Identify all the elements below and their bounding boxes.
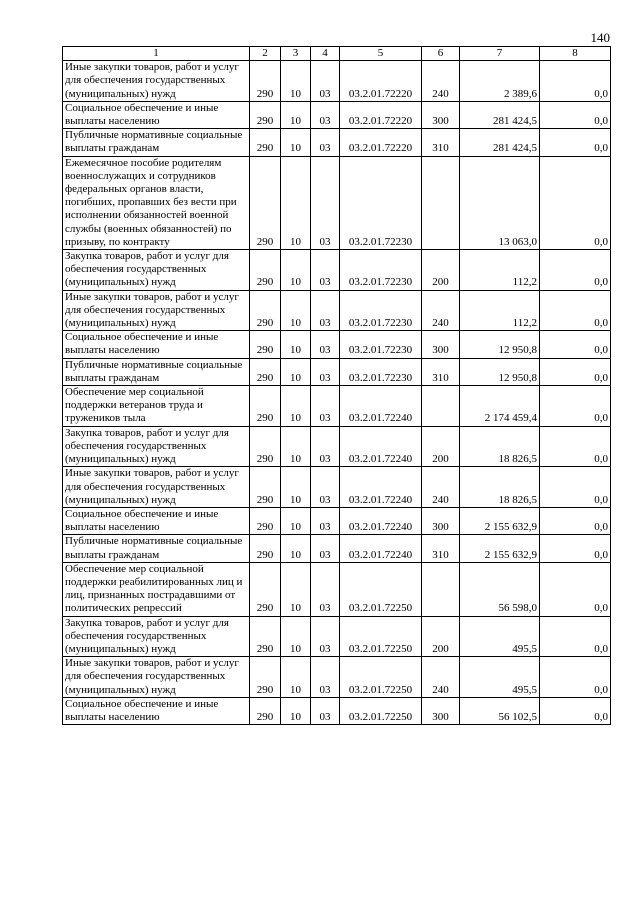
- code-pr-cell: 03: [311, 331, 340, 358]
- row-name-cell: Иные закупки товаров, работ и услуг для обеспечения государственных (муниципальных) нужд: [63, 61, 250, 102]
- code-csr-cell: 03.2.01.72240: [340, 507, 422, 534]
- code-csr-cell: 03.2.01.72220: [340, 101, 422, 128]
- amount-cell: 112,2: [460, 250, 540, 291]
- code-pr-cell: 03: [311, 358, 340, 385]
- amount-second-cell: 0,0: [540, 331, 611, 358]
- code-gr-cell: 290: [250, 562, 281, 616]
- amount-cell: 2 389,6: [460, 61, 540, 102]
- code-pr-cell: 03: [311, 697, 340, 724]
- column-header: 8: [540, 47, 611, 61]
- amount-cell: 495,5: [460, 657, 540, 698]
- code-csr-cell: 03.2.01.72240: [340, 386, 422, 427]
- amount-cell: 281 424,5: [460, 129, 540, 156]
- table-row: [63, 697, 611, 724]
- code-rz-cell: 10: [281, 250, 311, 291]
- amount-second-cell: 0,0: [540, 657, 611, 698]
- code-csr-cell: 03.2.01.72250: [340, 562, 422, 616]
- code-csr-cell: 03.2.01.72250: [340, 657, 422, 698]
- column-header: 1: [63, 47, 250, 61]
- code-gr-cell: 290: [250, 616, 281, 657]
- amount-second-cell: 0,0: [540, 426, 611, 467]
- table-row: [63, 507, 611, 534]
- table-row: [63, 129, 611, 156]
- row-name-cell: Ежемесячное пособие родителям военнослужащих и сотрудников федеральных органов власти, погибших, пропавших без вести при исполнении обязанностей военной службы (военных обязанностей) по призыву, по контракту: [63, 156, 250, 249]
- code-pr-cell: 03: [311, 290, 340, 331]
- code-pr-cell: 03: [311, 386, 340, 427]
- amount-cell: 112,2: [460, 290, 540, 331]
- amount-cell: 56 102,5: [460, 697, 540, 724]
- row-name-cell: Обеспечение мер социальной поддержки ветеранов труда и тружеников тыла: [63, 386, 250, 427]
- table-row: [63, 358, 611, 385]
- code-pr-cell: 03: [311, 61, 340, 102]
- code-pr-cell: 03: [311, 467, 340, 508]
- code-rz-cell: 10: [281, 426, 311, 467]
- code-vr-cell: 300: [422, 507, 460, 534]
- code-rz-cell: 10: [281, 507, 311, 534]
- page-number: 140: [590, 30, 610, 45]
- row-name-cell: Публичные нормативные социальные выплаты гражданам: [63, 129, 250, 156]
- row-name-cell: Обеспечение мер социальной поддержки реабилитированных лиц и лиц, признанных пострадавшими от политических репрессий: [63, 562, 250, 616]
- column-header: 2: [250, 47, 281, 61]
- row-name-cell: Иные закупки товаров, работ и услуг для обеспечения государственных (муниципальных) нужд: [63, 657, 250, 698]
- code-gr-cell: 290: [250, 290, 281, 331]
- code-pr-cell: 03: [311, 250, 340, 291]
- column-header: 6: [422, 47, 460, 61]
- code-vr-cell: 310: [422, 535, 460, 562]
- code-pr-cell: 03: [311, 562, 340, 616]
- code-vr-cell: 310: [422, 129, 460, 156]
- amount-cell: 12 950,8: [460, 358, 540, 385]
- amount-second-cell: 0,0: [540, 250, 611, 291]
- code-gr-cell: 290: [250, 535, 281, 562]
- code-csr-cell: 03.2.01.72230: [340, 358, 422, 385]
- row-name-cell: Социальное обеспечение и иные выплаты населению: [63, 507, 250, 534]
- table-row: [63, 562, 611, 616]
- table-row: [63, 156, 611, 249]
- code-vr-cell: 300: [422, 331, 460, 358]
- code-csr-cell: 03.2.01.72250: [340, 616, 422, 657]
- code-csr-cell: 03.2.01.72230: [340, 290, 422, 331]
- row-name-cell: Иные закупки товаров, работ и услуг для обеспечения государственных (муниципальных) нужд: [63, 290, 250, 331]
- code-pr-cell: 03: [311, 616, 340, 657]
- table-row: [63, 290, 611, 331]
- header-row: [63, 47, 611, 61]
- column-header: 3: [281, 47, 311, 61]
- row-name-cell: Социальное обеспечение и иные выплаты населению: [63, 101, 250, 128]
- row-name-cell: Закупка товаров, работ и услуг для обеспечения государственных (муниципальных) нужд: [63, 616, 250, 657]
- code-rz-cell: 10: [281, 358, 311, 385]
- code-pr-cell: 03: [311, 101, 340, 128]
- amount-second-cell: 0,0: [540, 562, 611, 616]
- row-name-cell: Публичные нормативные социальные выплаты гражданам: [63, 535, 250, 562]
- code-rz-cell: 10: [281, 61, 311, 102]
- code-csr-cell: 03.2.01.72230: [340, 250, 422, 291]
- row-name-cell: Публичные нормативные социальные выплаты гражданам: [63, 358, 250, 385]
- code-gr-cell: 290: [250, 129, 281, 156]
- code-vr-cell: 240: [422, 290, 460, 331]
- amount-second-cell: 0,0: [540, 697, 611, 724]
- code-gr-cell: 290: [250, 426, 281, 467]
- table-row: [63, 467, 611, 508]
- code-csr-cell: 03.2.01.72240: [340, 467, 422, 508]
- code-rz-cell: 10: [281, 156, 311, 249]
- table-row: [63, 535, 611, 562]
- row-name-cell: Закупка товаров, работ и услуг для обеспечения государственных (муниципальных) нужд: [63, 250, 250, 291]
- amount-cell: 12 950,8: [460, 331, 540, 358]
- code-pr-cell: 03: [311, 535, 340, 562]
- table-row: [63, 386, 611, 427]
- code-gr-cell: 290: [250, 358, 281, 385]
- amount-cell: 495,5: [460, 616, 540, 657]
- code-rz-cell: 10: [281, 697, 311, 724]
- column-header: 4: [311, 47, 340, 61]
- table-body: [63, 61, 611, 725]
- code-rz-cell: 10: [281, 290, 311, 331]
- code-pr-cell: 03: [311, 507, 340, 534]
- code-gr-cell: 290: [250, 331, 281, 358]
- code-gr-cell: 290: [250, 657, 281, 698]
- table-row: [63, 616, 611, 657]
- amount-cell: 18 826,5: [460, 467, 540, 508]
- table-row: [63, 426, 611, 467]
- code-gr-cell: 290: [250, 697, 281, 724]
- table-row: [63, 331, 611, 358]
- amount-cell: 18 826,5: [460, 426, 540, 467]
- code-vr-cell: [422, 156, 460, 249]
- amount-second-cell: 0,0: [540, 61, 611, 102]
- amount-cell: 56 598,0: [460, 562, 540, 616]
- code-gr-cell: 290: [250, 156, 281, 249]
- row-name-cell: Закупка товаров, работ и услуг для обеспечения государственных (муниципальных) нужд: [63, 426, 250, 467]
- code-vr-cell: [422, 562, 460, 616]
- code-vr-cell: 200: [422, 426, 460, 467]
- code-gr-cell: 290: [250, 250, 281, 291]
- code-rz-cell: 10: [281, 331, 311, 358]
- code-rz-cell: 10: [281, 467, 311, 508]
- code-rz-cell: 10: [281, 616, 311, 657]
- code-csr-cell: 03.2.01.72250: [340, 697, 422, 724]
- code-pr-cell: 03: [311, 426, 340, 467]
- amount-cell: 2 174 459,4: [460, 386, 540, 427]
- amount-cell: 281 424,5: [460, 101, 540, 128]
- code-gr-cell: 290: [250, 386, 281, 427]
- amount-second-cell: 0,0: [540, 290, 611, 331]
- table-row: [63, 101, 611, 128]
- row-name-cell: Иные закупки товаров, работ и услуг для обеспечения государственных (муниципальных) нужд: [63, 467, 250, 508]
- code-csr-cell: 03.2.01.72240: [340, 535, 422, 562]
- budget-table: [62, 46, 611, 725]
- code-pr-cell: 03: [311, 156, 340, 249]
- code-csr-cell: 03.2.01.72230: [340, 156, 422, 249]
- code-pr-cell: 03: [311, 657, 340, 698]
- code-rz-cell: 10: [281, 129, 311, 156]
- code-rz-cell: 10: [281, 101, 311, 128]
- code-vr-cell: 300: [422, 101, 460, 128]
- table-row: [63, 250, 611, 291]
- amount-cell: 2 155 632,9: [460, 507, 540, 534]
- code-rz-cell: 10: [281, 535, 311, 562]
- code-vr-cell: 240: [422, 657, 460, 698]
- column-header: 5: [340, 47, 422, 61]
- code-vr-cell: [422, 386, 460, 427]
- code-vr-cell: 200: [422, 616, 460, 657]
- code-vr-cell: 310: [422, 358, 460, 385]
- code-gr-cell: 290: [250, 467, 281, 508]
- table-row: [63, 61, 611, 102]
- amount-second-cell: 0,0: [540, 507, 611, 534]
- code-gr-cell: 290: [250, 507, 281, 534]
- code-gr-cell: 290: [250, 101, 281, 128]
- code-rz-cell: 10: [281, 562, 311, 616]
- code-vr-cell: 300: [422, 697, 460, 724]
- code-vr-cell: 240: [422, 61, 460, 102]
- code-csr-cell: 03.2.01.72220: [340, 129, 422, 156]
- code-vr-cell: 200: [422, 250, 460, 291]
- row-name-cell: Социальное обеспечение и иные выплаты населению: [63, 697, 250, 724]
- code-csr-cell: 03.2.01.72220: [340, 61, 422, 102]
- code-rz-cell: 10: [281, 657, 311, 698]
- row-name-cell: Социальное обеспечение и иные выплаты населению: [63, 331, 250, 358]
- code-rz-cell: 10: [281, 386, 311, 427]
- amount-second-cell: 0,0: [540, 101, 611, 128]
- amount-cell: 2 155 632,9: [460, 535, 540, 562]
- code-csr-cell: 03.2.01.72240: [340, 426, 422, 467]
- code-vr-cell: 240: [422, 467, 460, 508]
- code-gr-cell: 290: [250, 61, 281, 102]
- amount-cell: 13 063,0: [460, 156, 540, 249]
- amount-second-cell: 0,0: [540, 535, 611, 562]
- amount-second-cell: 0,0: [540, 129, 611, 156]
- amount-second-cell: 0,0: [540, 616, 611, 657]
- amount-second-cell: 0,0: [540, 467, 611, 508]
- table-row: [63, 657, 611, 698]
- amount-second-cell: 0,0: [540, 358, 611, 385]
- amount-second-cell: 0,0: [540, 386, 611, 427]
- amount-second-cell: 0,0: [540, 156, 611, 249]
- code-pr-cell: 03: [311, 129, 340, 156]
- code-csr-cell: 03.2.01.72230: [340, 331, 422, 358]
- column-header: 7: [460, 47, 540, 61]
